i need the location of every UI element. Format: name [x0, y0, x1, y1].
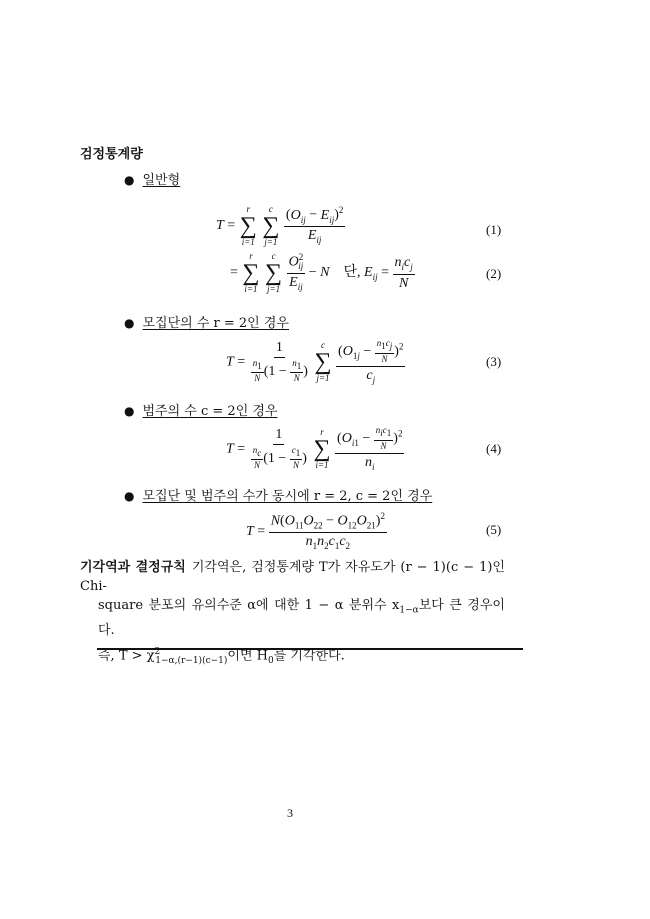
equation-3: T = 1 $\frac{n_1}{N}$ (1 − $\frac{n_1}{N}$ ) c ∑ j=1 ($O_{1j}$ − $\frac{n_1c_j}{N}$ )$^2$ $c_j$: [226, 338, 404, 385]
bullet-label: 일반형: [142, 173, 181, 188]
bullet-r2-c2: [124, 485, 432, 504]
paragraph-line-3: 즉, $T > \chi^2_{1-\alpha,(r-1)(c-1)}$이면 $H_0$를 기각한다.: [98, 646, 345, 666]
bullet-label: 모집단의 수 r = 2인 경우: [142, 316, 289, 331]
bullet-r2: [124, 312, 289, 331]
horizontal-rule: [97, 648, 523, 650]
page-number: 3: [287, 806, 293, 820]
bullet-label: 범주의 수 c = 2인 경우: [142, 404, 278, 419]
section-heading: 검정통계량: [80, 147, 143, 162]
equation-number: (2): [486, 266, 502, 281]
equation-4: T = 1 $\frac{n_c}{N}$ (1 − $\frac{c_1}{N}$ ) r ∑ i=1 ($O_{i1}$ − $\frac{n_ic_1}{N}$ )$^2$ $n_i$: [226, 425, 403, 472]
paragraph-title: 기각역과 결정규칙: [80, 560, 186, 575]
paragraph-line-2: square 분포의 유의수준 α에 대한 1 − α 분위수 $x_{1-\alpha}$보다 큰 경우이다.: [98, 598, 505, 638]
bullet-label: 모집단 및 범주의 수가 동시에 r = 2, c = 2인 경우: [142, 489, 433, 504]
equation-number: (4): [486, 441, 502, 456]
bullet-dot-icon: ●: [124, 404, 135, 418]
equation-2: = r ∑ i=1 c ∑ j=1 $\frac{O^2_{ij}}{E_{ij}}$ − N 단, $E_{ij}$ = $\frac{n_ic_j}{N}$: [230, 251, 413, 294]
eq2-note: 단,: [343, 265, 361, 281]
equation-5: T = $\frac{N(O_{11}O_{22} - O_{12}O_{21})^2}{n_1n_2c_1c_2}$: [246, 511, 385, 552]
rejection-rule-paragraph: [80, 558, 505, 671]
bullet-c2: [124, 400, 278, 419]
equation-number: (5): [486, 522, 502, 537]
equation-number: (1): [486, 222, 502, 237]
bullet-dot-icon: ●: [124, 316, 135, 330]
bullet-dot-icon: ●: [124, 489, 135, 503]
equation-1: T = r ∑ i=1 c ∑ j=1 $\frac{(O_{ij} - E_{ij})^2}{E_{ij}}$: [216, 204, 344, 247]
equation-number: (3): [486, 354, 502, 369]
bullet-dot-icon: ●: [124, 173, 135, 187]
bullet-general: [124, 169, 180, 188]
paragraph-line-1: 기각역과 결정규칙 기각역은, 검정통계량 T가 자유도가 (r − 1)(c − 1)인 Chi-: [80, 560, 505, 594]
